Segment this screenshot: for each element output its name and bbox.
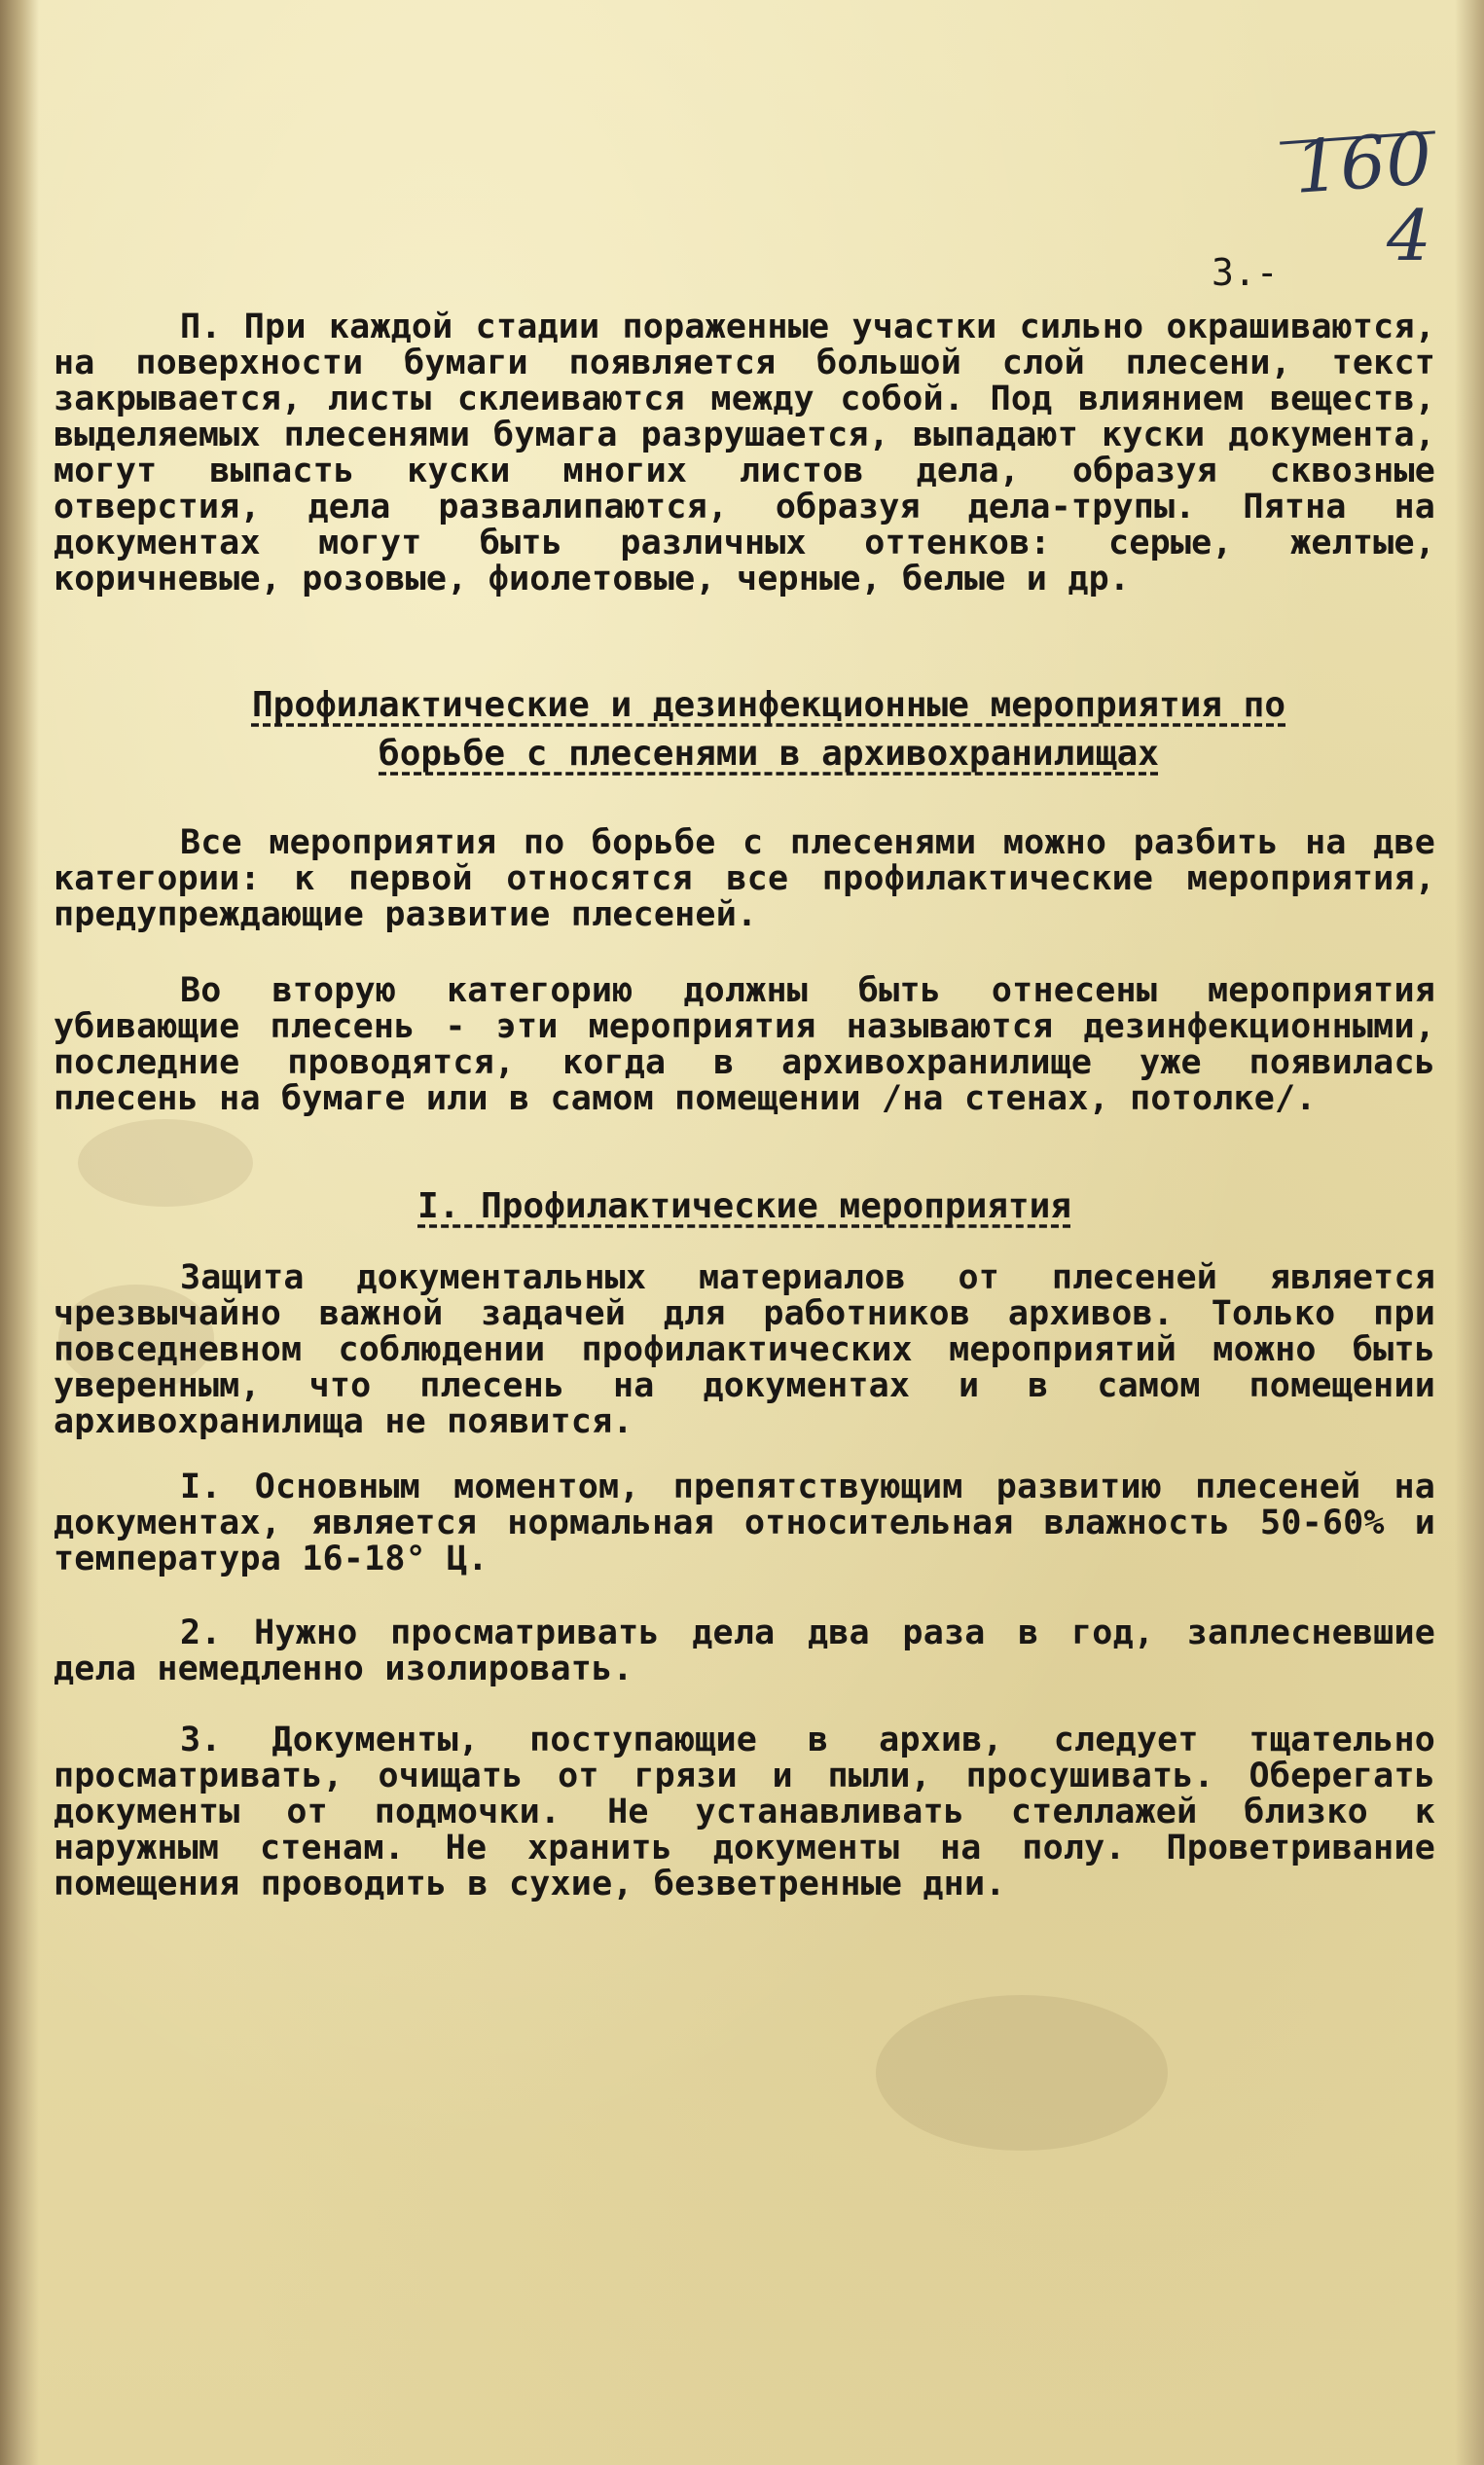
protection-intro-paragraph: Защита документальных материалов от плесеней является чрезвычайно важной задачей для работников архивов. Только при повседневном соблюдении профилактических мероприятий можно быть уверенным, что плесень на документах и в самом помещении архивохранилища не появится. bbox=[54, 1258, 1435, 1441]
paper-stain bbox=[78, 1119, 253, 1207]
recommendation-item-1: I. Основным моментом, препятствующим развитию плесеней на документах, является нормальная относительная влажность 50-60% и температура 16-18° Ц. bbox=[54, 1468, 1435, 1578]
categories-intro-paragraph: Все мероприятия по борьбе с плесенями можно разбить на две категории: к первой относятся все профилактические мероприятия, предупреждающие развитие плесеней. bbox=[54, 823, 1435, 934]
paper-stain bbox=[876, 1995, 1168, 2151]
page-right-edge-shadow bbox=[1455, 0, 1484, 2465]
stage-description-paragraph: П. При каждой стадии пораженные участки сильно окрашиваются, на поверхности бумаги появляется большой слой плесени, текст закрывается, листы склеиваются между собой. Под влиянием веществ, выделяемых плесенями бумага разрушается, выпадают куски документа, могут выпасть куски многих листов дела, образуя сквозные отверстия, дела развалипаются, образуя дела-трупы. Пятна на документах могут быть различных оттенков: серые, желтые, коричневые, розовые, фиолетовые, черные, белые и др. bbox=[54, 308, 1435, 598]
main-title: Профилактические и дезинфекционные мероприятия по борьбе с плесенями в архивохранилищах bbox=[251, 685, 1286, 774]
second-category-paragraph: Во вторую категорию должны быть отнесены мероприятия убивающие плесень - эти мероприятия называются дезинфекционными, последние проводятся, когда в архивохранилище уже появилась плесень на бумаге или в самом помещении /на стенах, потолке/. bbox=[54, 971, 1435, 1118]
page-left-edge-shadow bbox=[0, 0, 39, 2465]
handwritten-sheet-mark: 4 bbox=[1387, 195, 1431, 276]
recommendation-item-3: 3. Документы, поступающие в архив, следует тщательно просматривать, очищать от грязи и пыли, просушивать. Оберегать документы от подмочки. Не устанавливать стеллажей близко к наружным стенам. Не хранить документы на полу. Проветривание помещения проводить в сухие, безветренные дни. bbox=[54, 1721, 1435, 1903]
recommendation-item-2: 2. Нужно просматривать дела два раза в год, заплесневшие дела немедленно изолировать. bbox=[54, 1613, 1435, 1688]
page-number: 3.- bbox=[1212, 251, 1279, 294]
handwritten-archive-number: 160 bbox=[1291, 117, 1435, 210]
section-1-heading: I. Профилактические мероприятия bbox=[417, 1186, 1071, 1226]
